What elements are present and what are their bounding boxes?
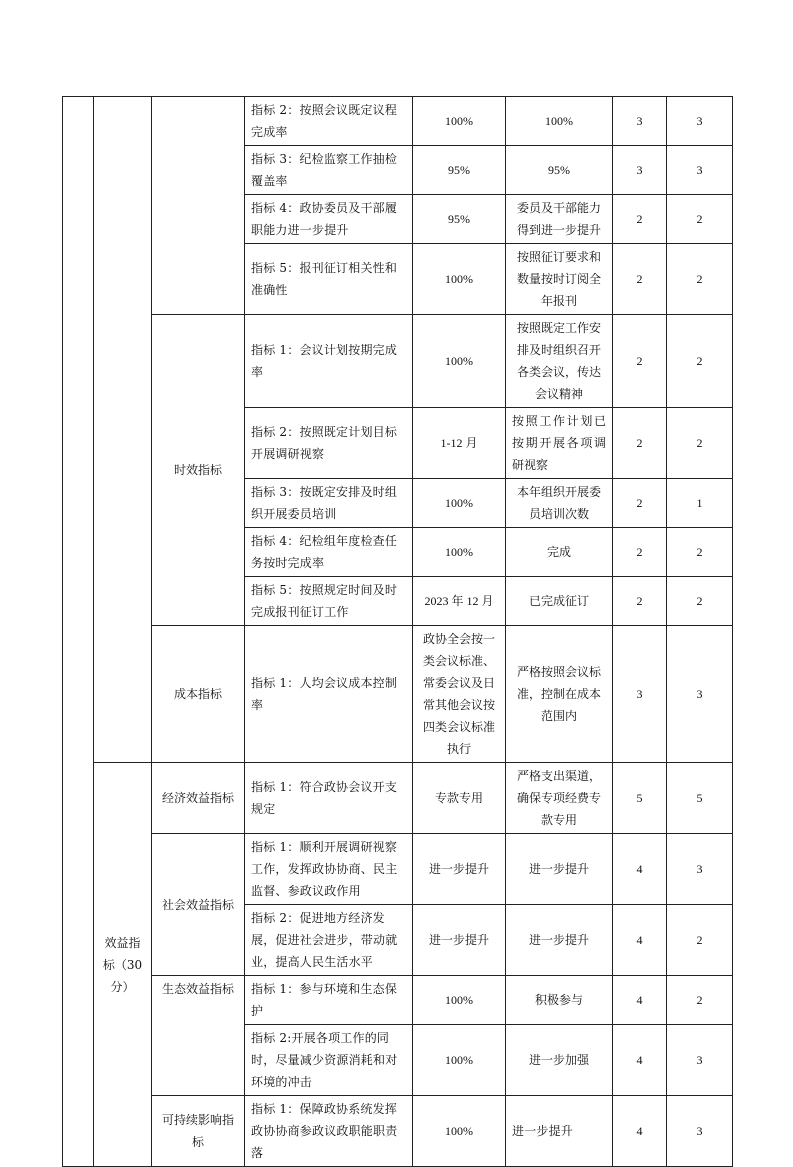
table-row [63,763,733,834]
achieved-score: 3 [667,626,733,763]
target-value: 100% [413,244,506,315]
weight-score: 2 [613,528,667,577]
actual-value: 完成 [506,528,613,577]
indicator-name: 指标 1：参与环境和生态保护 [245,976,413,1025]
weight-score: 3 [613,97,667,146]
actual-value: 进一步提升 [506,834,613,905]
actual-value: 本年组织开展委员培训次数 [506,479,613,528]
indicator-name: 指标 4：政协委员及干部履职能力进一步提升 [245,195,413,244]
indicator-name: 指标 4：纪检组年度检查任务按时完成率 [245,528,413,577]
second-level-indicator-cell: 经济效益指标 [152,763,245,834]
table-row [63,834,733,905]
second-level-indicator-cell: 社会效益指标 [152,834,245,976]
actual-value: 委员及干部能力得到进一步提升 [506,195,613,244]
indicator-name: 指标 2：促进地方经济发展，促进社会进步，带动就业，提高人民生活水平 [245,905,413,976]
indicator-name: 指标 1：会议计划按期完成率 [245,315,413,408]
achieved-score: 2 [667,905,733,976]
weight-score: 4 [613,905,667,976]
actual-value: 按照征订要求和数量按时订阅全年报刊 [506,244,613,315]
first-level-indicator-cell [94,97,152,763]
outer-blank-cell [63,97,94,1167]
achieved-score: 2 [667,408,733,479]
actual-value: 按照既定工作安排及时组织召开各类会议，传达会议精神 [506,315,613,408]
performance-indicator-table [62,96,733,1167]
weight-score: 2 [613,577,667,626]
table-row [63,97,733,146]
target-value: 100% [413,479,506,528]
target-value: 100% [413,97,506,146]
actual-value: 95% [506,146,613,195]
weight-score: 3 [613,626,667,763]
target-value: 95% [413,195,506,244]
table-row [63,315,733,408]
weight-score: 2 [613,315,667,408]
achieved-score: 3 [667,146,733,195]
indicator-name: 指标 5：报刊征订相关性和准确性 [245,244,413,315]
achieved-score: 1 [667,479,733,528]
weight-score: 4 [613,976,667,1025]
indicator-name: 指标 1：人均会议成本控制率 [245,626,413,763]
achieved-score: 2 [667,976,733,1025]
second-level-indicator-cell: 时效指标 [152,315,245,626]
actual-value: 进一步加强 [506,1025,613,1096]
weight-score: 4 [613,1025,667,1096]
target-value: 专款专用 [413,763,506,834]
actual-value: 严格支出渠道，确保专项经费专款专用 [506,763,613,834]
achieved-score: 2 [667,195,733,244]
second-level-indicator-cell: 生态效益指标 [152,976,245,1096]
achieved-score: 3 [667,1025,733,1096]
achieved-score: 3 [667,1096,733,1167]
achieved-score: 2 [667,528,733,577]
target-value: 95% [413,146,506,195]
target-value: 100% [413,528,506,577]
weight-score: 3 [613,146,667,195]
target-value: 进一步提升 [413,905,506,976]
target-value: 100% [413,1096,506,1167]
achieved-score: 3 [667,834,733,905]
indicator-name: 指标 5：按照规定时间及时完成报刊征订工作 [245,577,413,626]
target-value: 100% [413,976,506,1025]
second-level-indicator-cell: 可持续影响指标 [152,1096,245,1167]
achieved-score: 2 [667,315,733,408]
actual-value: 已完成征订 [506,577,613,626]
second-level-indicator-cell: 成本指标 [152,626,245,763]
target-value: 100% [413,315,506,408]
table-row [63,1096,733,1167]
actual-value: 进一步提升 [506,905,613,976]
indicator-name: 指标 1：保障政协系统发挥政协协商参政议政职能职责落 [245,1096,413,1167]
indicator-name: 指标 2:开展各项工作的同时，尽量减少资源消耗和对环境的冲击 [245,1025,413,1096]
actual-value: 100% [506,97,613,146]
indicator-name: 指标 2：按照既定计划目标开展调研视察 [245,408,413,479]
weight-score: 2 [613,195,667,244]
achieved-score: 2 [667,244,733,315]
achieved-score: 5 [667,763,733,834]
table-row [63,626,733,763]
actual-value: 积极参与 [506,976,613,1025]
target-value: 进一步提升 [413,834,506,905]
weight-score: 4 [613,1096,667,1167]
indicator-name: 指标 3：纪检监察工作抽检覆盖率 [245,146,413,195]
actual-value: 按照工作计划已按期开展各项调研视察 [506,408,613,479]
achieved-score: 2 [667,577,733,626]
target-value: 100% [413,1025,506,1096]
indicator-name: 指标 2：按照会议既定议程完成率 [245,97,413,146]
weight-score: 5 [613,763,667,834]
table-row [63,976,733,1025]
weight-score: 2 [613,408,667,479]
indicator-name: 指标 3：按既定安排及时组织开展委员培训 [245,479,413,528]
achieved-score: 3 [667,97,733,146]
target-value: 政协全会按一类会议标准、常委会议及日常其他会议按四类会议标准执行 [413,626,506,763]
first-level-indicator-cell: 效益指标（30 分） [94,763,152,1167]
target-value: 1-12 月 [413,408,506,479]
actual-value: 进一步提升 [506,1096,613,1167]
actual-value: 严格按照会议标准，控制在成本范围内 [506,626,613,763]
target-value: 2023 年 12 月 [413,577,506,626]
indicator-name: 指标 1：顺利开展调研视察工作，发挥政协协商、民主监督、参政议政作用 [245,834,413,905]
weight-score: 2 [613,479,667,528]
weight-score: 2 [613,244,667,315]
indicator-name: 指标 1：符合政协会议开支规定 [245,763,413,834]
second-level-indicator-cell [152,97,245,315]
weight-score: 4 [613,834,667,905]
